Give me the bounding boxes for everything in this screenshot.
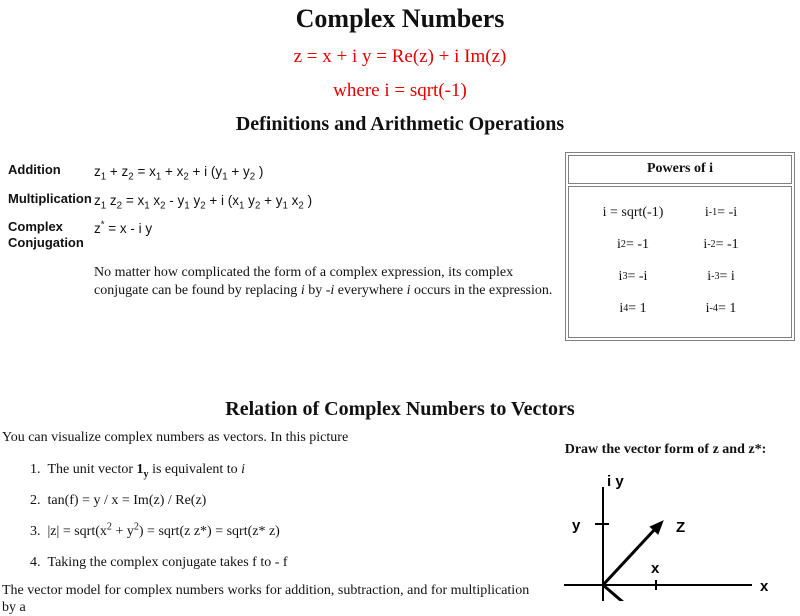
- item-text: tan(f) = y / x = Im(z) / Re(z): [47, 492, 207, 508]
- vector-diagram: [550, 461, 800, 601]
- page-title: Complex Numbers: [295, 4, 505, 33]
- definitions-heading: Definitions and Arithmetic Operations: [235, 113, 565, 136]
- powers-table-title: Powers of i: [568, 155, 792, 184]
- vectors-section: [0, 421, 800, 616]
- powers-entry-i3: i 3 = -i: [618, 269, 648, 285]
- vectors-intro: You can visualize complex numbers as vectors. In this picture: [2, 430, 349, 446]
- powers-entry-i2: i 2 = -1: [617, 237, 649, 253]
- vectors-heading: Relation of Complex Numbers to Vectors: [225, 398, 575, 421]
- item-number: 3.: [30, 523, 41, 539]
- powers-of-i-table: [565, 152, 795, 341]
- y-value-label: y: [572, 517, 581, 535]
- vectors-text-column: [0, 421, 545, 616]
- vectors-footer: The vector model for complex numbers works for addition, subtraction, and for multiplication by a: [2, 582, 530, 615]
- item-number: 1.: [30, 461, 41, 477]
- vector-z-line: [603, 528, 656, 585]
- vector-diagram-panel: [545, 421, 800, 601]
- document-page: [0, 4, 800, 616]
- sqrt-definition-formula: where i = sqrt(-1): [333, 79, 467, 101]
- definitions-section: [0, 152, 800, 341]
- complex-definition-formula: z = x + i y = Re(z) + i Im(z): [293, 45, 507, 67]
- powers-entry-i-neg4: i -4 = 1: [705, 301, 737, 317]
- definition-row-addition: [8, 162, 565, 184]
- x-axis-label: x: [760, 578, 769, 596]
- diagram-caption: Draw the vector form of z and z*:: [564, 442, 767, 458]
- powers-entry-i-neg1: i -1 = -i: [704, 205, 738, 221]
- conjugation-formula: z* = x - i y: [94, 219, 153, 236]
- powers-entry-i4: i 4 = 1: [619, 301, 647, 317]
- definition-row-conjugation: [8, 219, 565, 252]
- item-text: The unit vector $1_y$ is equivalent to i: [47, 461, 246, 480]
- conjugation-note: No matter how complicated the form of a complex expression, its complex conjugate can be found by replacing i by -i everywhere i occurs in the expression.: [94, 265, 553, 298]
- list-item-tangent: [30, 492, 545, 509]
- list-item-conjugate-angle: [30, 554, 545, 571]
- list-item-unit-vector: [30, 461, 545, 478]
- imaginary-axis-label: i y: [607, 473, 624, 491]
- conjugation-label: Complex Conjugation: [8, 218, 84, 251]
- item-text: $|z| = sqrt(x^2 + y^2)$ = sqrt(z z*) = sqrt(z* z): [47, 521, 280, 539]
- item-number: 2.: [30, 492, 41, 508]
- addition-label: Addition: [8, 162, 61, 178]
- powers-entry-i: i = sqrt(-1): [602, 205, 664, 221]
- definition-row-multiplication: [8, 191, 565, 210]
- powers-entry-i-neg2: i -2 = -1: [703, 237, 739, 253]
- multiplication-label: Multiplication: [8, 190, 92, 206]
- item-number: 4.: [30, 554, 41, 570]
- item-text: Taking the complex conjugate takes f to - f: [47, 554, 288, 570]
- multiplication-formula: $z_1$ $z_2 = x_1$ $x_2 - y_1$ $y_2 + i$ ($x_1$ $y_2 + y_1$ $x_2$ ): [94, 192, 313, 212]
- list-item-modulus: [30, 523, 545, 540]
- vector-z-conjugate-line: [603, 585, 624, 601]
- x-value-label: x: [651, 560, 660, 578]
- vector-z-label: Z: [676, 519, 686, 537]
- powers-table-body: [568, 186, 792, 338]
- addition-formula: $z_1 + z_2 = x_1 + x_2 + i$ ($y_1 + y_2$ ): [94, 164, 264, 184]
- definitions-list: [0, 152, 565, 298]
- powers-entry-i-neg3: i -3 = i: [707, 269, 735, 285]
